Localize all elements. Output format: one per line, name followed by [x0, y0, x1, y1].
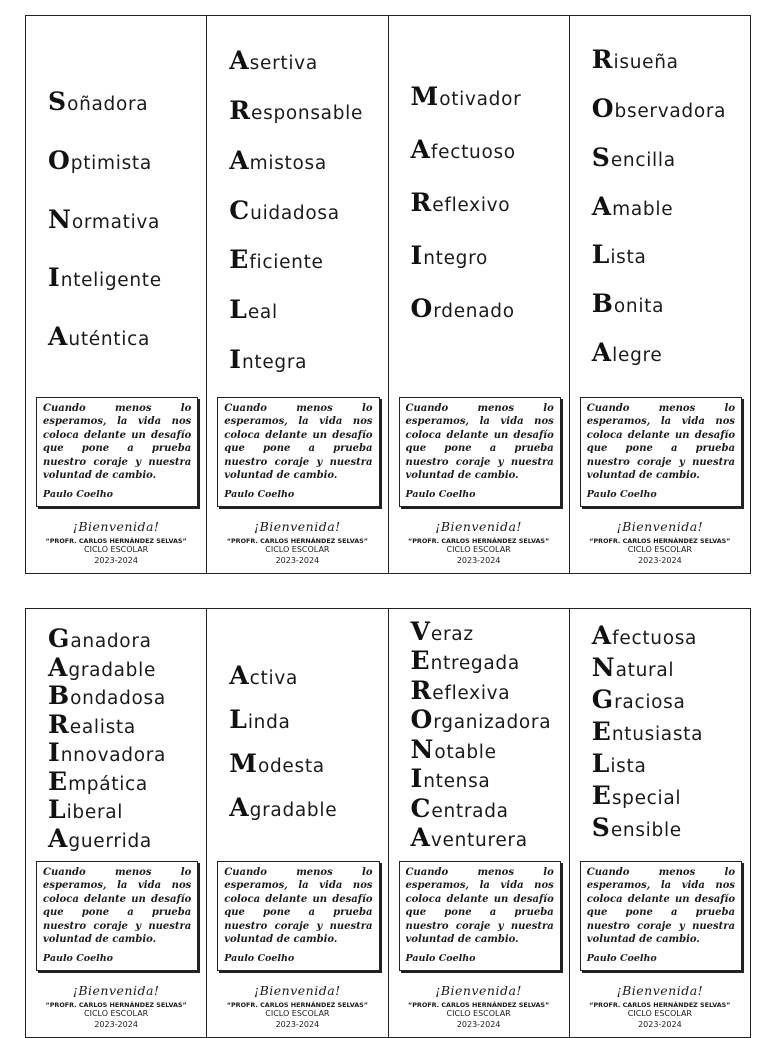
acrostic-initial: C — [229, 195, 250, 225]
card-footer — [401, 971, 557, 1037]
quote-text: Cuando menos lo esperamos, la vida nos coloca delante un desafío que pone a prueba nuestro coraje y nuestra voluntad de cambio. — [43, 866, 192, 946]
acrostic-line — [410, 793, 557, 823]
school-cycle-label: CICLO ESCOLAR — [446, 545, 511, 555]
acrostic-initial: A — [48, 824, 68, 853]
quote-author: Paulo Coelho — [586, 952, 657, 964]
acrostic-initial: I — [48, 263, 60, 293]
acrostic-initial: R — [410, 675, 432, 705]
acrostic-line — [48, 265, 194, 291]
acrostic-word-rest: ondadosa — [70, 688, 166, 710]
acrostic-line — [48, 145, 194, 175]
acrostic-initial: N — [591, 653, 615, 683]
school-name: “PROFR. CARLOS HERNÁNDEZ SELVAS” — [408, 537, 550, 546]
acrostic-initial: A — [48, 652, 68, 682]
acrostic-line — [411, 766, 557, 792]
bookmark-card-rosalba — [570, 16, 750, 573]
acrostic-word-rest: fectuoso — [430, 141, 516, 163]
acrostic-initial: L — [48, 795, 66, 825]
acrostic-word-rest: ntegro — [423, 247, 489, 269]
acrostic-word-rest: otivador — [439, 88, 522, 110]
acrostic-word-rest: nnovadora — [60, 745, 167, 767]
acrostic-word-rest: ista — [610, 247, 647, 269]
acrostic-list — [48, 16, 194, 397]
acrostic-word-rest: odesta — [257, 755, 325, 777]
acrostic-word-rest: esponsable — [251, 103, 364, 124]
school-name: “PROFR. CARLOS HERNÁNDEZ SELVAS” — [45, 1001, 187, 1010]
school-cycle-label: CICLO ESCOLAR — [627, 545, 692, 555]
acrostic-word-rest: gradable — [68, 659, 157, 681]
acrostic-line — [48, 321, 194, 351]
acrostic-line — [410, 616, 557, 646]
school-cycle-years: 2023-2024 — [638, 556, 682, 566]
acrostic-word-rest: mable — [612, 198, 674, 220]
acrostic-initial: G — [48, 624, 70, 654]
bookmark-card-gabriela — [26, 609, 207, 1037]
acrostic-line — [229, 748, 375, 778]
acrostic-line — [410, 734, 557, 764]
bookmark-card-veronica — [389, 609, 570, 1037]
acrostic-initial: A — [591, 191, 612, 221]
bookmark-card-sonia — [26, 16, 207, 573]
acrostic-line — [411, 825, 557, 851]
acrostic-line — [229, 145, 375, 175]
acrostic-line — [592, 47, 738, 73]
acrostic-initial: A — [48, 321, 68, 351]
acrostic-line — [229, 247, 375, 273]
quote-box — [36, 861, 198, 972]
acrostic-word-rest: mistosa — [249, 152, 327, 174]
acrostic-line — [229, 792, 375, 822]
quote-author: Paulo Coelho — [405, 488, 476, 500]
bookmark-sheet-bottom — [25, 608, 751, 1038]
school-cycle-years: 2023-2024 — [456, 1020, 501, 1030]
quote-text: Cuando menos lo esperamos, la vida nos coloca delante un desafío que pone a prueba nuestro coraje y nuestra voluntad de cambio. — [405, 866, 554, 946]
acrostic-initial: A — [591, 621, 612, 651]
acrostic-initial: I — [229, 344, 241, 374]
acrostic-word-rest: fectuosa — [612, 628, 698, 650]
acrostic-line — [48, 204, 194, 234]
acrostic-initial: R — [591, 45, 613, 75]
welcome-text: ¡Bienvenida! — [254, 519, 341, 535]
acrostic-line — [592, 242, 738, 268]
acrostic-line — [592, 291, 738, 317]
acrostic-initial: G — [591, 685, 614, 715]
acrostic-word-rest: guerrida — [68, 831, 152, 852]
acrostic-word-rest: eflexiva — [432, 682, 511, 704]
acrostic-list — [592, 609, 738, 861]
acrostic-word-rest: ntegra — [241, 351, 308, 373]
acrostic-line — [591, 337, 738, 367]
acrostic-list — [592, 16, 738, 389]
acrostic-initial: A — [229, 661, 249, 691]
acrostic-line — [48, 652, 194, 682]
school-cycle-label: CICLO ESCOLAR — [446, 1009, 511, 1019]
quote-box — [399, 861, 561, 972]
acrostic-initial: A — [410, 823, 430, 853]
acrostic-word-rest: legre — [612, 344, 663, 366]
acrostic-line — [591, 191, 738, 221]
acrostic-initial: E — [48, 766, 68, 796]
acrostic-line — [229, 48, 375, 74]
acrostic-line — [229, 707, 375, 733]
acrostic-word-rest: nteligente — [60, 270, 162, 292]
acrostic-line — [591, 142, 738, 172]
welcome-text: ¡Bienvenida! — [72, 519, 160, 535]
quote-box — [580, 397, 742, 508]
school-name: “PROFR. CARLOS HERNÁNDEZ SELVAS” — [589, 1001, 731, 1010]
card-footer — [401, 507, 557, 573]
quote-author: Paulo Coelho — [43, 952, 113, 964]
welcome-text: ¡Bienvenida! — [435, 983, 522, 999]
welcome-text: ¡Bienvenida! — [616, 519, 704, 535]
quote-box — [217, 861, 379, 972]
acrostic-line — [410, 134, 557, 164]
acrostic-initial: R — [410, 187, 432, 217]
acrostic-initial: E — [410, 646, 430, 676]
card-footer — [38, 507, 194, 573]
acrostic-word-rest: eraz — [430, 623, 474, 645]
acrostic-line — [410, 293, 557, 323]
bookmark-card-alma — [207, 609, 388, 1037]
acrostic-initial: O — [410, 293, 433, 323]
quote-box — [399, 397, 561, 508]
acrostic-initial: O — [410, 705, 433, 735]
quote-text: Cuando menos lo esperamos, la vida nos coloca delante un desafío que pone a prueba nuestro coraje y nuestra voluntad de cambio. — [224, 866, 373, 946]
acrostic-initial: E — [591, 780, 611, 810]
acrostic-initial: C — [410, 793, 431, 823]
school-cycle-label: CICLO ESCOLAR — [265, 545, 330, 555]
acrostic-line — [229, 663, 375, 689]
acrostic-word-rest: ctiva — [249, 668, 299, 690]
acrostic-initial: A — [229, 145, 249, 175]
quote-box — [36, 397, 198, 508]
acrostic-word-rest: iberal — [66, 802, 124, 824]
acrostic-line — [410, 187, 557, 217]
card-footer — [219, 971, 375, 1037]
acrostic-word-rest: sertiva — [249, 53, 318, 75]
acrostic-initial: I — [410, 240, 423, 270]
acrostic-line — [229, 98, 375, 124]
acrostic-word-rest: isueña — [613, 52, 679, 74]
acrostic-initial: N — [48, 204, 71, 234]
welcome-text: ¡Bienvenida! — [435, 519, 522, 535]
acrostic-word-rest: ptimista — [70, 152, 152, 174]
card-footer — [582, 971, 738, 1037]
acrostic-line — [410, 675, 557, 705]
acrostic-word-rest: gradable — [249, 799, 338, 821]
acrostic-word-rest: atural — [615, 660, 675, 682]
bookmark-card-mario — [389, 16, 570, 573]
card-footer — [38, 971, 194, 1037]
welcome-text: ¡Bienvenida! — [254, 983, 341, 999]
school-cycle-years: 2023-2024 — [456, 556, 501, 566]
acrostic-word-rest: rganizadora — [433, 712, 552, 734]
school-cycle-label: CICLO ESCOLAR — [627, 1009, 692, 1019]
welcome-text: ¡Bienvenida! — [616, 983, 704, 999]
acrostic-list — [229, 609, 375, 861]
acrostic-line — [592, 719, 738, 745]
acrostic-list — [229, 16, 375, 397]
acrostic-line — [410, 81, 557, 111]
quote-author: Paulo Coelho — [224, 488, 295, 500]
school-cycle-label: CICLO ESCOLAR — [84, 545, 149, 555]
school-name: “PROFR. CARLOS HERNÁNDEZ SELVAS” — [226, 537, 368, 546]
quote-author: Paulo Coelho — [224, 952, 295, 964]
acrostic-initial: O — [591, 94, 614, 123]
acrostic-word-rest: venturera — [430, 830, 528, 852]
school-name: “PROFR. CARLOS HERNÁNDEZ SELVAS” — [408, 1001, 550, 1010]
quote-text: Cuando menos lo esperamos, la vida nos coloca delante un desafío que pone a prueba nuestro coraje y nuestra voluntad de cambio. — [224, 402, 373, 482]
school-cycle-label: CICLO ESCOLAR — [265, 1009, 330, 1019]
quote-author: Paulo Coelho — [43, 488, 113, 500]
acrostic-initial: S — [591, 812, 610, 842]
acrostic-initial: L — [591, 240, 610, 270]
acrostic-line — [48, 797, 194, 823]
acrostic-list — [48, 609, 194, 861]
acrostic-line — [229, 297, 375, 323]
bookmark-card-angeles — [570, 609, 750, 1037]
acrostic-initial: N — [410, 734, 434, 764]
acrostic-word-rest: oñadora — [67, 94, 149, 116]
acrostic-initial: R — [48, 709, 69, 739]
acrostic-line — [229, 195, 375, 225]
school-cycle-years: 2023-2024 — [275, 556, 320, 566]
acrostic-initial: A — [229, 46, 249, 76]
acrostic-word-rest: inda — [247, 712, 291, 734]
acrostic-initial: V — [410, 616, 430, 646]
card-footer — [219, 507, 375, 573]
acrostic-word-rest: ista — [610, 755, 647, 777]
acrostic-word-rest: ntusiasta — [611, 724, 704, 745]
acrostic-initial: S — [48, 87, 67, 117]
acrostic-line — [411, 648, 557, 674]
acrostic-initial: O — [48, 145, 70, 175]
acrostic-word-rest: ensible — [610, 819, 682, 841]
acrostic-initial: B — [48, 681, 70, 711]
quote-text: Cuando menos lo esperamos, la vida nos coloca delante un desafío que pone a prueba nuestro coraje y nuestra voluntad de cambio. — [586, 866, 735, 946]
acrostic-line — [592, 96, 738, 122]
acrostic-word-rest: rdenado — [433, 300, 515, 322]
acrostic-list — [411, 16, 557, 389]
school-cycle-label: CICLO ESCOLAR — [84, 1009, 149, 1019]
acrostic-initial: L — [229, 705, 247, 735]
bookmark-card-araceli — [207, 16, 388, 573]
acrostic-initial: R — [229, 96, 251, 125]
acrostic-line — [411, 707, 557, 733]
acrostic-initial: I — [410, 764, 423, 794]
acrostic-word-rest: eal — [247, 302, 278, 323]
acrostic-word-rest: eflexivo — [432, 194, 511, 216]
acrostic-word-rest: ntregada — [430, 653, 520, 675]
acrostic-word-rest: uténtica — [68, 328, 150, 350]
acrostic-initial: L — [591, 748, 610, 778]
acrostic-line — [592, 687, 738, 713]
acrostic-initial: A — [591, 337, 612, 367]
acrostic-initial: M — [229, 748, 257, 778]
acrostic-initial: A — [229, 792, 249, 822]
welcome-text: ¡Bienvenida! — [72, 983, 160, 999]
acrostic-initial: I — [48, 738, 60, 768]
acrostic-line — [48, 826, 194, 852]
acrostic-word-rest: ntensa — [423, 771, 491, 793]
acrostic-line — [591, 812, 738, 842]
acrostic-initial: L — [229, 295, 247, 324]
quote-author: Paulo Coelho — [586, 488, 657, 500]
school-name: “PROFR. CARLOS HERNÁNDEZ SELVAS” — [589, 537, 731, 546]
acrostic-initial: E — [229, 245, 249, 275]
acrostic-initial: A — [410, 134, 430, 164]
quote-box — [580, 861, 742, 972]
school-cycle-years: 2023-2024 — [638, 1020, 682, 1030]
acrostic-word-rest: ormativa — [71, 211, 161, 233]
acrostic-word-rest: ficiente — [249, 252, 324, 274]
school-cycle-years: 2023-2024 — [94, 1020, 138, 1030]
acrostic-word-rest: special — [611, 787, 682, 809]
quote-text: Cuando menos lo esperamos, la vida nos coloca delante un desafío que pone a prueba nuestro coraje y nuestra voluntad de cambio. — [43, 402, 192, 482]
acrostic-word-rest: mpática — [68, 773, 148, 795]
acrostic-line — [592, 623, 738, 649]
school-name: “PROFR. CARLOS HERNÁNDEZ SELVAS” — [45, 537, 187, 546]
acrostic-line — [48, 766, 194, 796]
acrostic-line — [48, 683, 194, 709]
acrostic-line — [229, 344, 375, 374]
acrostic-line — [591, 748, 738, 778]
acrostic-line — [592, 655, 738, 681]
acrostic-word-rest: entrada — [431, 800, 509, 822]
acrostic-line — [410, 240, 557, 270]
acrostic-word-rest: ealista — [69, 716, 136, 738]
card-footer — [582, 507, 738, 573]
bookmark-sheet-top — [25, 15, 751, 574]
quote-text: Cuando menos lo esperamos, la vida nos coloca delante un desafío que pone a prueba nuestro coraje y nuestra voluntad de cambio. — [405, 402, 554, 482]
school-cycle-years: 2023-2024 — [94, 556, 138, 566]
acrostic-word-rest: bservadora — [614, 101, 727, 122]
acrostic-word-rest: onita — [613, 296, 665, 317]
acrostic-initial: M — [410, 81, 439, 111]
school-name: “PROFR. CARLOS HERNÁNDEZ SELVAS” — [226, 1001, 368, 1010]
quote-box — [217, 397, 379, 508]
acrostic-initial: S — [591, 142, 610, 172]
acrostic-line — [48, 626, 194, 652]
acrostic-list — [411, 609, 557, 861]
school-cycle-years: 2023-2024 — [275, 1020, 320, 1030]
acrostic-line — [48, 740, 194, 766]
acrostic-line — [591, 780, 738, 810]
acrostic-word-rest: raciosa — [614, 692, 686, 714]
acrostic-word-rest: encilla — [610, 149, 676, 171]
quote-text: Cuando menos lo esperamos, la vida nos coloca delante un desafío que pone a prueba nuestro coraje y nuestra voluntad de cambio. — [586, 402, 735, 482]
quote-author: Paulo Coelho — [405, 952, 476, 964]
acrostic-line — [48, 709, 194, 739]
acrostic-word-rest: uidadosa — [250, 202, 340, 224]
acrostic-word-rest: anadora — [70, 631, 152, 653]
acrostic-initial: B — [591, 289, 613, 318]
acrostic-initial: E — [591, 717, 611, 746]
acrostic-line — [48, 89, 194, 115]
acrostic-word-rest: otable — [434, 741, 497, 763]
